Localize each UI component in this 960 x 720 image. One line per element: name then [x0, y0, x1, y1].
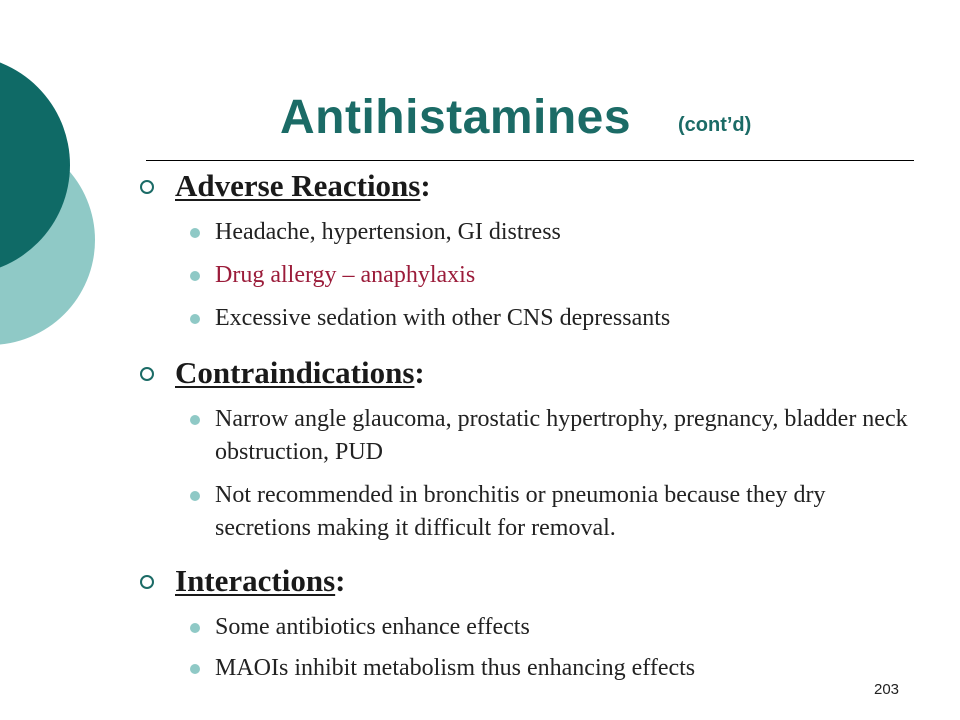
section-interactions [140, 563, 915, 685]
ring-bullet-icon [140, 180, 154, 194]
decorative-circles [0, 0, 140, 420]
section-contraindications [140, 355, 915, 545]
page-number: 203 [874, 681, 900, 698]
ring-bullet-icon [140, 367, 154, 381]
list-item: Headache, hypertension, GI distress [140, 216, 915, 249]
dot-bullet-icon [190, 415, 200, 425]
dot-bullet-icon [190, 664, 200, 674]
section-heading: Contraindications: [175, 355, 425, 390]
title-divider [146, 160, 914, 161]
section-heading: Adverse Reactions: [175, 168, 431, 203]
dot-bullet-icon [190, 314, 200, 324]
list-item: Not recommended in bronchitis or pneumonia because they dry secretions making it difficult for removal. [140, 479, 915, 545]
dot-bullet-icon [190, 228, 200, 238]
title-suffix: (cont’d) [678, 114, 752, 136]
list-item: Excessive sedation with other CNS depressants [140, 302, 915, 335]
section-adverse-reactions [140, 168, 915, 335]
ring-bullet-icon [140, 575, 154, 589]
list-item: Narrow angle glaucoma, prostatic hypertrophy, pregnancy, bladder neck obstruction, PUD [140, 403, 915, 469]
list-item: Some antibiotics enhance effects [140, 611, 915, 644]
list-item: Drug allergy – anaphylaxis [140, 259, 915, 292]
dot-bullet-icon [190, 271, 200, 281]
section-heading: Interactions: [175, 563, 346, 598]
dot-bullet-icon [190, 491, 200, 501]
title-main: Antihistamines [280, 91, 632, 144]
dot-bullet-icon [190, 623, 200, 633]
list-item: MAOIs inhibit metabolism thus enhancing effects [140, 652, 915, 685]
